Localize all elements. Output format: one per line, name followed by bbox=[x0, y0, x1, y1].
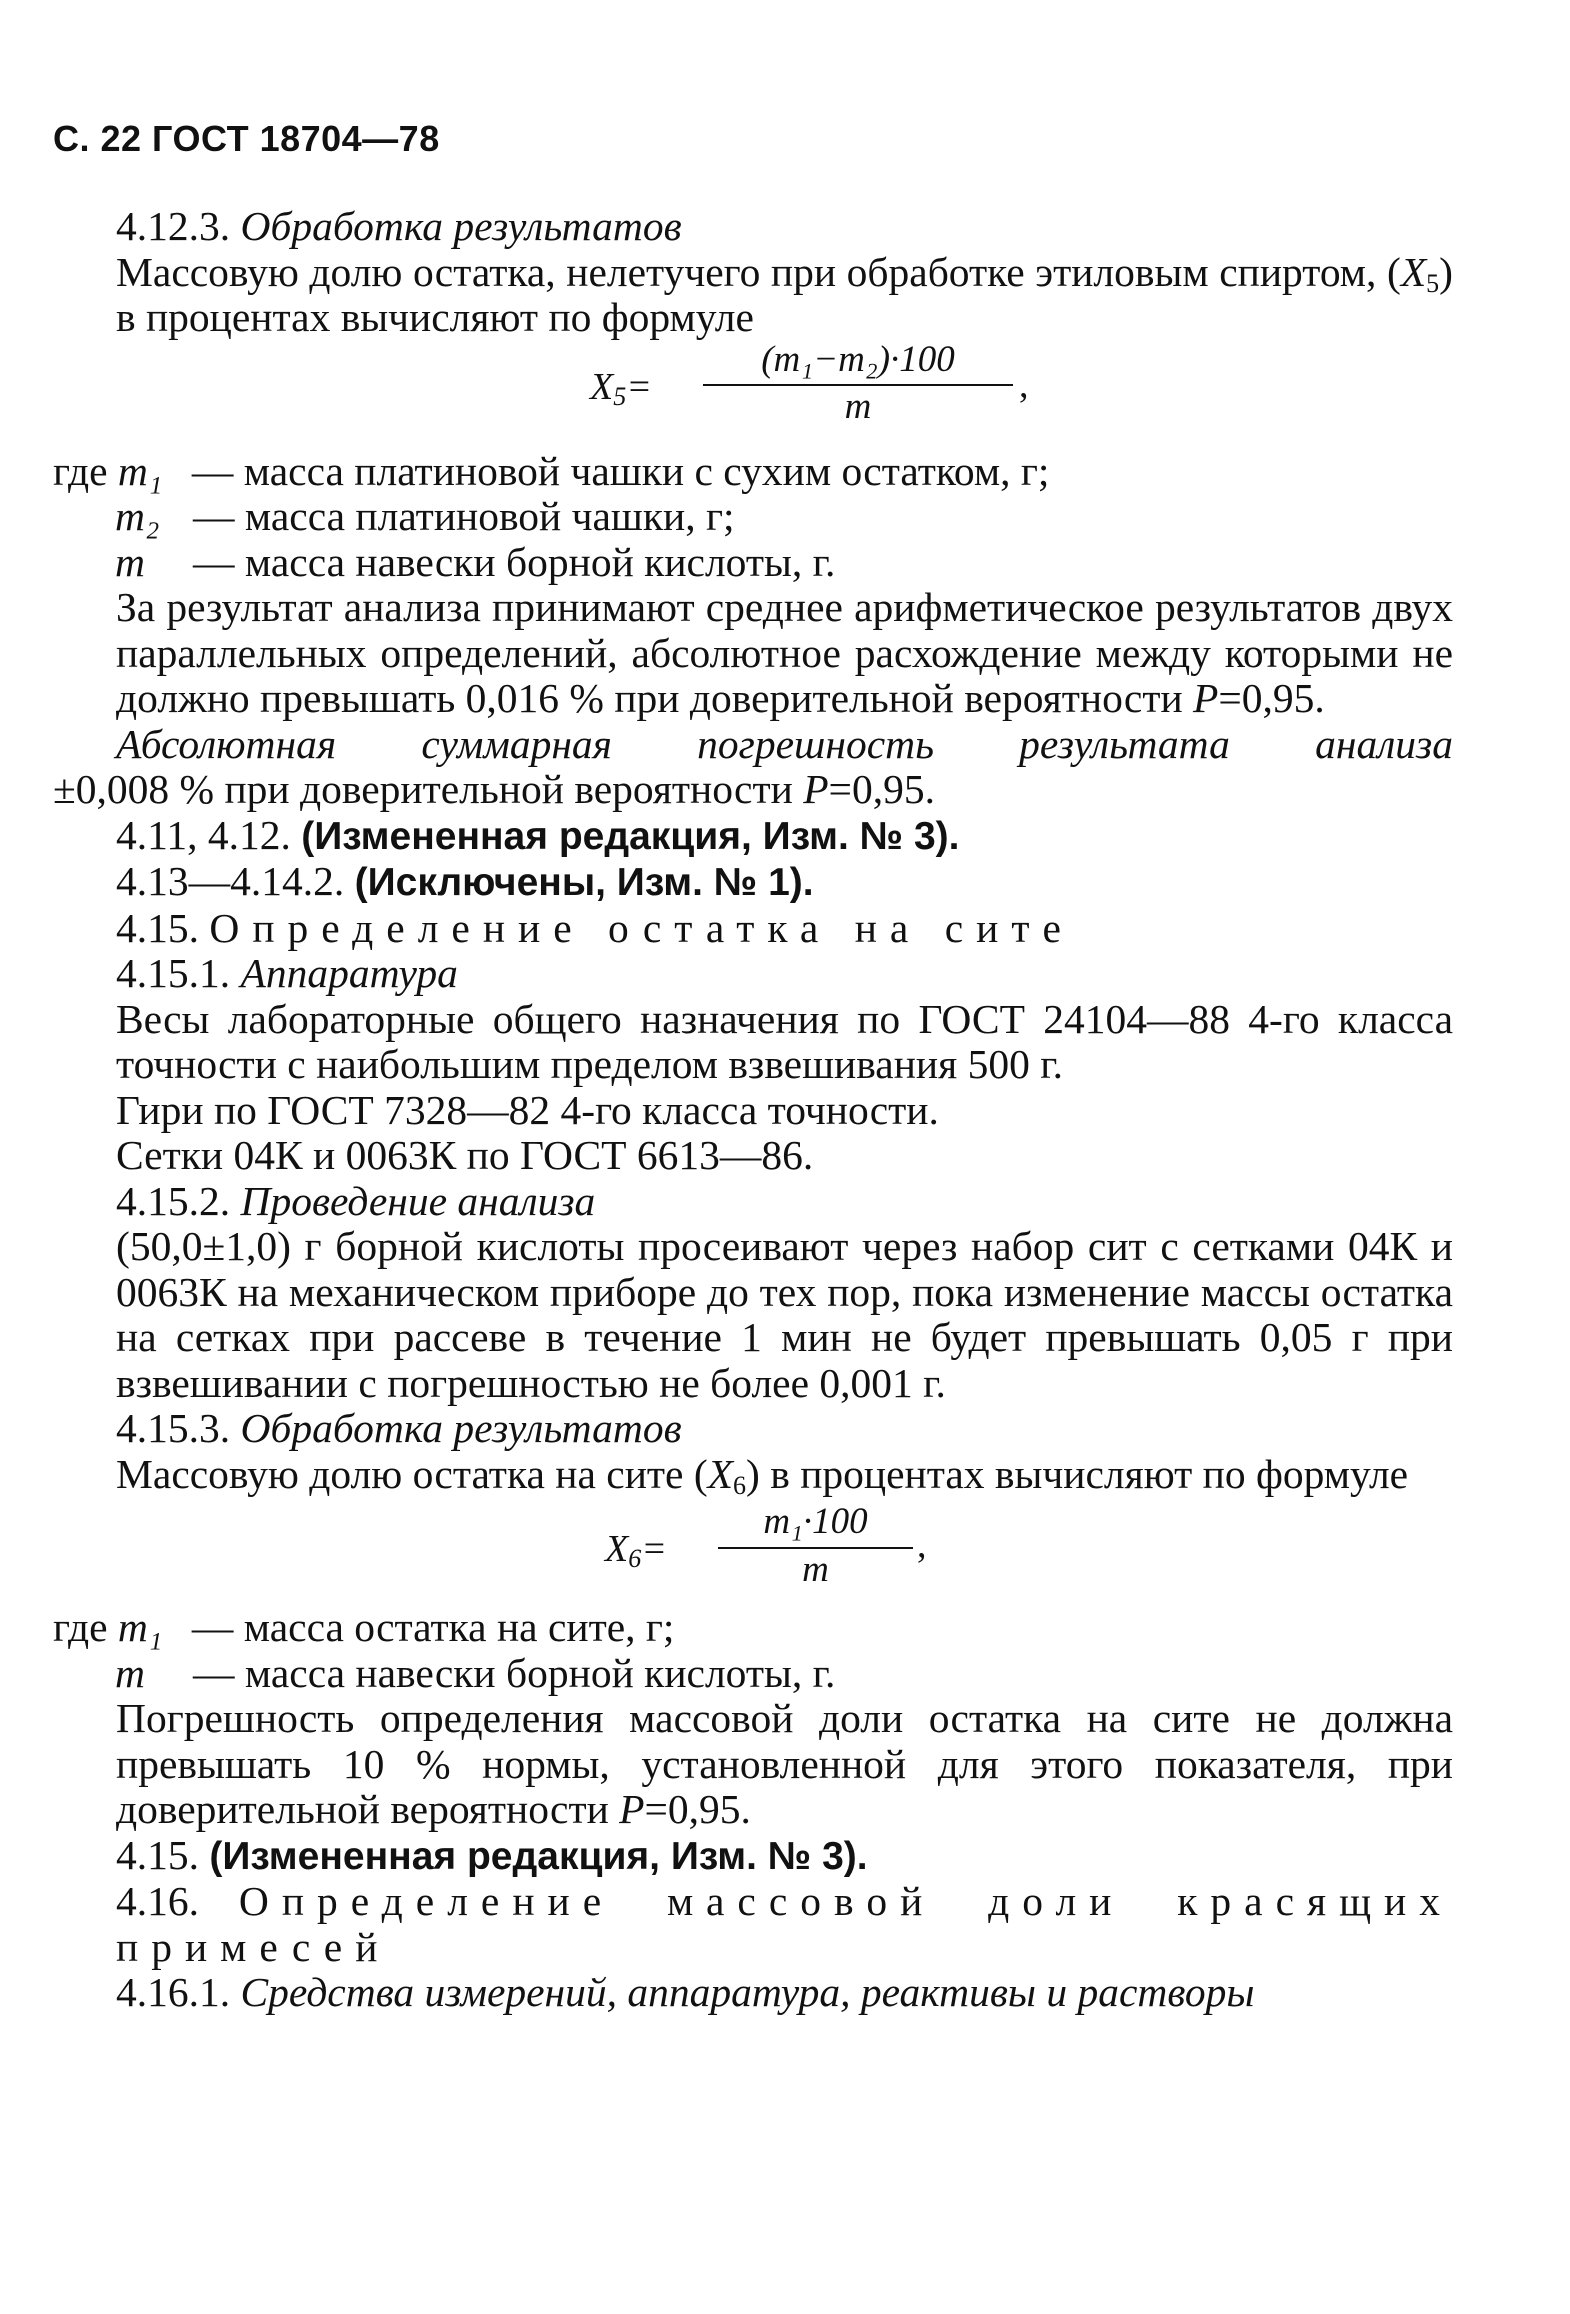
formula-x6: $X_6=$ m₁·100 m , bbox=[605, 1501, 927, 1590]
formula-numerator: (m₁−m₂)·100 bbox=[761, 338, 955, 380]
formula-lhs: X bbox=[590, 365, 614, 408]
paragraph-sieves: Сетки 04К и 0063К по ГОСТ 6613—86. bbox=[116, 1132, 814, 1178]
formula-fraction bbox=[703, 337, 1013, 429]
formula-denominator: m bbox=[802, 1548, 829, 1590]
formula-denominator: m bbox=[844, 386, 872, 427]
legend-row: где m₁ — масса остатка на сите, г; bbox=[53, 1604, 675, 1650]
legend-row: m₂ — масса платиновой чашки, г; bbox=[115, 493, 735, 539]
section-4-16-1-title: 4.16.1. Средства измерений, аппаратура, реактивы и растворы bbox=[116, 1969, 1255, 2015]
paragraph-scales: Весы лабораторные общего назначения по ГОСТ 24104—88 4-го класса точности с наибольшим пределом взвешивания 500 г. bbox=[116, 995, 1453, 1087]
section-4-15-2-title: 4.15.2. Проведение анализа bbox=[116, 1177, 596, 1224]
document-body bbox=[53, 204, 1453, 2016]
legend-x6 bbox=[53, 1605, 1453, 1696]
section-title: Обработка результатов bbox=[240, 203, 682, 249]
page-header: С. 22 ГОСТ 18704—78 bbox=[53, 118, 440, 159]
legend-row: где m₁ — масса платиновой чашки с сухим остатком, г; bbox=[53, 447, 1050, 494]
section-4-15-title: 4.15. Определение остатка на сите bbox=[116, 904, 1074, 951]
edit-note-4-15: 4.15. (Измененная редакция, Изм. № 3). bbox=[116, 1831, 868, 1878]
section-4-15-1-title: 4.15.1. Аппаратура bbox=[116, 950, 458, 996]
formula-fraction bbox=[718, 1499, 913, 1591]
paragraph-procedure: (50,0±1,0) г борной кислоты просеивают через набор сит с сетками 04К и 0063К на механическом приборе до тех пор, пока изменение массы остатка на сетках при рассеве в течение 1 мин не будет превышать 0,05 г при взвешивании с погрешностью не более 0,001 г. bbox=[116, 1223, 1453, 1406]
section-4-15-3-title: 4.15.3. Обработка результатов bbox=[116, 1405, 682, 1451]
formula-numerator: m₁·100 bbox=[763, 1501, 868, 1542]
paragraph-result: За результат анализа принимают среднее арифметическое результатов двух параллельных определений, абсолютное расхождение между которыми не должно превышать 0,016 % при доверительной вероятности P=0,95. bbox=[116, 584, 1453, 721]
formula-lhs: X bbox=[605, 1528, 629, 1570]
edit-note-4-11: 4.11, 4.12. (Измененная редакция, Изм. № 3). bbox=[116, 811, 960, 858]
paragraph-error-line2: ±0,008 % при доверительной вероятности P=0,95. bbox=[53, 766, 935, 812]
legend-row: m — масса навески борной кислоты, г. bbox=[115, 1649, 836, 1696]
section-4-16-title: 4.16. Определение массовой доли красящих примесей bbox=[116, 1878, 1453, 1970]
section-number: 4.12.3. bbox=[116, 203, 231, 249]
paragraph-formula-x6-intro: Массовую долю остатка на сите $(X_6)$ в процентах вычисляют по формуле bbox=[116, 1450, 1409, 1500]
section-4-12-3-title bbox=[53, 204, 1453, 250]
paragraph-formula-x5-intro: Массовую долю остатка, нелетучего при обработке этиловым спиртом, $(X_5)$ в процентах вычисляют по формуле bbox=[116, 248, 1453, 340]
legend-row: m — масса навески борной кислоты, г. bbox=[115, 538, 836, 585]
paragraph-weights: Гири по ГОСТ 7328—82 4-го класса точности. bbox=[116, 1086, 939, 1133]
paragraph-error-line1: Абсолютная суммарная погрешность результата анализа bbox=[116, 720, 1453, 767]
legend-x5 bbox=[53, 449, 1453, 586]
formula-x5: $X_5=$ (m₁−m₂)·100 m , bbox=[590, 338, 1029, 427]
edit-note-4-13: 4.13—4.14.2. (Исключены, Изм. № 1). bbox=[116, 858, 814, 904]
paragraph-accuracy: Погрешность определения массовой доли остатка на сите не должна превышать 10 % нормы, установленной для этого показателя, при доверительной вероятности P=0,95. bbox=[116, 1695, 1453, 1832]
